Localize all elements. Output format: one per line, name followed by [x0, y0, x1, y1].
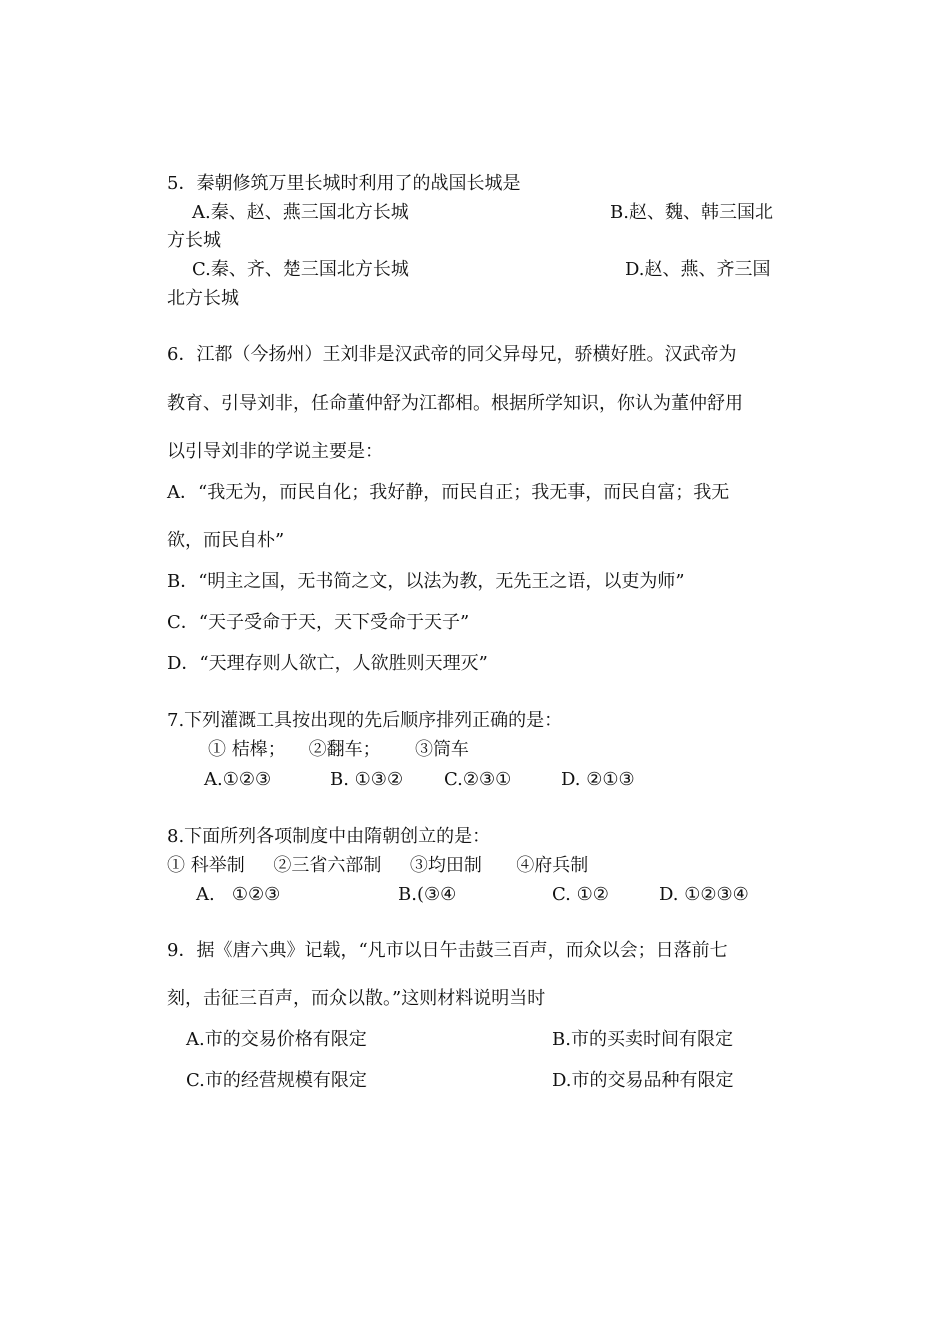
q7-items: ① 桔槔； ②翻车； ③筒车 [208, 739, 469, 760]
q8-option-b: B.(③④ [398, 884, 457, 905]
q5-option-a: A.秦、赵、燕三国北方长城 [192, 202, 409, 223]
q9-option-c: C.市的经营规模有限定 [186, 1070, 367, 1091]
q6-option-b: B．“明主之国，无书简之文，以法为教，无先王之语，以吏为师” [167, 571, 685, 592]
q5-option-c: C.秦、齐、楚三国北方长城 [192, 259, 409, 280]
q8-stem: 8.下面所列各项制度中由隋朝创立的是： [167, 826, 491, 847]
q8-option-c: C. ①② [552, 884, 609, 905]
q7-option-a: A.①②③ [204, 769, 272, 790]
q5-option-b-cont: 方长城 [167, 230, 221, 251]
q5-stem: 5．秦朝修筑万里长城时利用了的战国长城是 [167, 173, 521, 194]
q6-option-a-cont: 欲，而民自朴” [167, 530, 285, 551]
q8-items: ① 科举制 ②三省六部制 ③均田制 ④府兵制 [167, 855, 589, 876]
q5-option-d: D.赵、燕、齐三国 [625, 259, 771, 280]
q6-stem-line1: 6．江都（今扬州）王刘非是汉武帝的同父异母兄，骄横好胜。汉武帝为 [167, 344, 737, 365]
q9-stem-line1: 9．据《唐六典》记载，“凡市以日午击鼓三百声，而众以会；日落前七 [167, 940, 728, 961]
q5-option-d-cont: 北方长城 [167, 288, 239, 309]
q6-stem-line2: 教育、引导刘非，任命董仲舒为江都相。根据所学知识，你认为董仲舒用 [167, 393, 743, 414]
q9-option-b: B.市的买卖时间有限定 [552, 1029, 733, 1050]
q6-option-a: A．“我无为，而民自化；我好静，而民自正；我无事，而民自富；我无 [167, 482, 730, 503]
q7-option-d: D. ②①③ [561, 769, 635, 790]
q7-option-b: B. ①③② [330, 769, 404, 790]
q8-option-d: D. ①②③④ [659, 884, 749, 905]
q7-stem: 7.下列灌溉工具按出现的先后顺序排列正确的是： [167, 710, 563, 731]
q6-option-c: C．“天子受命于天，天下受命于天子” [167, 612, 470, 633]
q6-option-d: D．“天理存则人欲亡，人欲胜则天理灭” [167, 653, 488, 674]
q6-stem-line3: 以引导刘非的学说主要是： [167, 441, 383, 462]
q8-option-a: A. ①②③ [196, 884, 281, 905]
q9-stem-line2: 刻，击征三百声，而众以散。”这则材料说明当时 [167, 988, 546, 1009]
q9-option-d: D.市的交易品种有限定 [552, 1070, 734, 1091]
q5-option-b: B.赵、魏、韩三国北 [610, 202, 773, 223]
q9-option-a: A.市的交易价格有限定 [186, 1029, 367, 1050]
q7-option-c: C.②③① [444, 769, 512, 790]
